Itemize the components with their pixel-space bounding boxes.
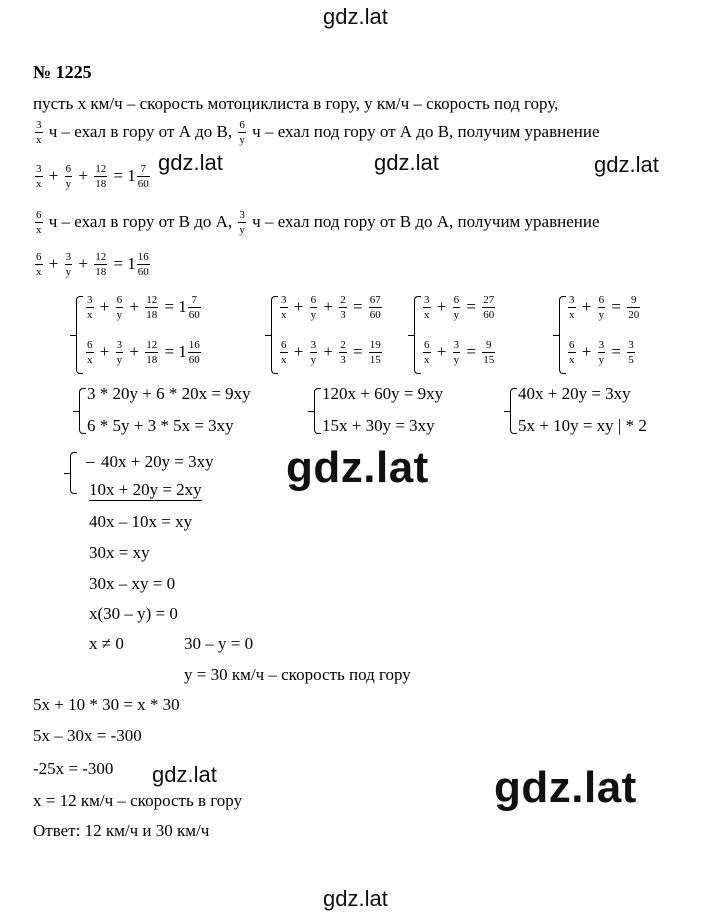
system-1-eq-1: $\frac{3}{x}$ + $\frac{6}{y}$ + $\frac{12}{18}$ = 1 $\frac{7}{60}$	[87, 294, 200, 321]
linear-system-b-2: 15x + 30y = 3xy	[322, 416, 435, 435]
system-brace	[314, 388, 321, 434]
case-thirty-minus-y: 30 – y = 0	[184, 634, 254, 653]
watermark-bottom: gdz.lat	[323, 886, 388, 911]
system-2-eq-1: $\frac{3}{x}$ + $\frac{6}{y}$ + $\frac{2}{3}$ = $\frac{67}{60}$	[281, 294, 381, 321]
linear-system-a-2: 6 * 5y + 3 * 5x = 3xy	[87, 416, 234, 435]
subtraction-line-2: 10x + 20y = 2xy	[89, 480, 202, 499]
watermark-big-lower-right: gdz.lat	[494, 763, 637, 812]
watermark-small-lower: gdz.lat	[152, 762, 217, 787]
final-step-2: 5x – 30x = -300	[33, 726, 142, 745]
system-1-eq-2: $\frac{6}{x}$ + $\frac{3}{y}$ + $\frac{12}{18}$ = 1 $\frac{16}{60}$	[87, 339, 200, 366]
answer: Ответ: 12 км/ч и 30 км/ч	[33, 821, 210, 840]
watermark-row-left: gdz.lat	[158, 150, 223, 175]
system-brace	[271, 296, 278, 374]
final-step-3: -25x = -300	[33, 759, 114, 778]
final-step-1: 5x + 10 * 30 = x * 30	[33, 695, 180, 714]
case-x-not-zero: x ≠ 0	[89, 634, 124, 653]
line-ab: $\frac{3}{x}$ ч – ехал в гору от А до В, $\frac{6}{y}$ ч – ехал под гору от А до В, получим уравнение	[36, 119, 600, 146]
step-3: 30x – xy = 0	[89, 574, 176, 593]
system-brace	[559, 296, 566, 374]
watermark-big-center: gdz.lat	[286, 443, 429, 492]
final-step-4: x = 12 км/ч – скорость в гору	[33, 791, 243, 810]
system-brace	[414, 296, 421, 374]
system-4-eq-2: $\frac{6}{x}$ + $\frac{3}{y}$ = $\frac{3}{5}$	[569, 339, 634, 366]
subtraction-line-1: 40x + 20y = 3xy	[101, 452, 214, 471]
problem-number: № 1225	[33, 62, 92, 82]
watermark-row-center: gdz.lat	[374, 150, 439, 175]
system-3-eq-2: $\frac{6}{x}$ + $\frac{3}{y}$ = $\frac{9}{15}$	[424, 339, 495, 366]
linear-system-c-2: 5x + 10y = xy | * 2	[518, 416, 647, 435]
step-1: 40x – 10x = xy	[89, 512, 193, 531]
system-brace	[70, 452, 77, 494]
intro-text: пусть x км/ч – скорость мотоциклиста в гору, y км/ч – скорость под гору,	[33, 94, 559, 113]
system-brace	[79, 388, 86, 434]
watermark-top: gdz.lat	[323, 4, 388, 29]
step-4: x(30 – y) = 0	[89, 604, 178, 623]
linear-system-b-1: 120x + 60y = 9xy	[322, 384, 444, 403]
line-ba: $\frac{6}{x}$ ч – ехал в гору от В до А, $\frac{3}{y}$ ч – ехал под гору от В до А, получим уравнение	[36, 209, 600, 236]
equation-1: $\frac{3}{x}$ + $\frac{6}{y}$ + $\frac{12}{18}$ = 1 $\frac{7}{60}$	[36, 163, 149, 190]
system-2-eq-2: $\frac{6}{x}$ + $\frac{3}{y}$ + $\frac{2}{3}$ = $\frac{19}{15}$	[281, 339, 381, 366]
system-brace	[76, 296, 83, 374]
watermark-row-right: gdz.lat	[594, 152, 659, 177]
subtraction-minus: _	[86, 446, 95, 465]
linear-system-a-1: 3 * 20y + 6 * 20x = 9xy	[87, 384, 251, 403]
system-brace	[510, 388, 517, 434]
system-3-eq-1: $\frac{3}{x}$ + $\frac{6}{y}$ = $\frac{27}{60}$	[424, 294, 495, 321]
step-2: 30x = xy	[89, 543, 150, 562]
equation-2: $\frac{6}{x}$ + $\frac{3}{y}$ + $\frac{12}{18}$ = 1 $\frac{16}{60}$	[36, 251, 149, 278]
linear-system-c-1: 40x + 20y = 3xy	[518, 384, 631, 403]
y-result: y = 30 км/ч – скорость под гору	[184, 665, 411, 684]
fraction: $\frac{3}{x}$	[36, 119, 42, 146]
fraction: $\frac{6}{y}$	[239, 119, 245, 146]
system-4-eq-1: $\frac{3}{x}$ + $\frac{6}{y}$ = $\frac{9}{20}$	[569, 294, 640, 321]
